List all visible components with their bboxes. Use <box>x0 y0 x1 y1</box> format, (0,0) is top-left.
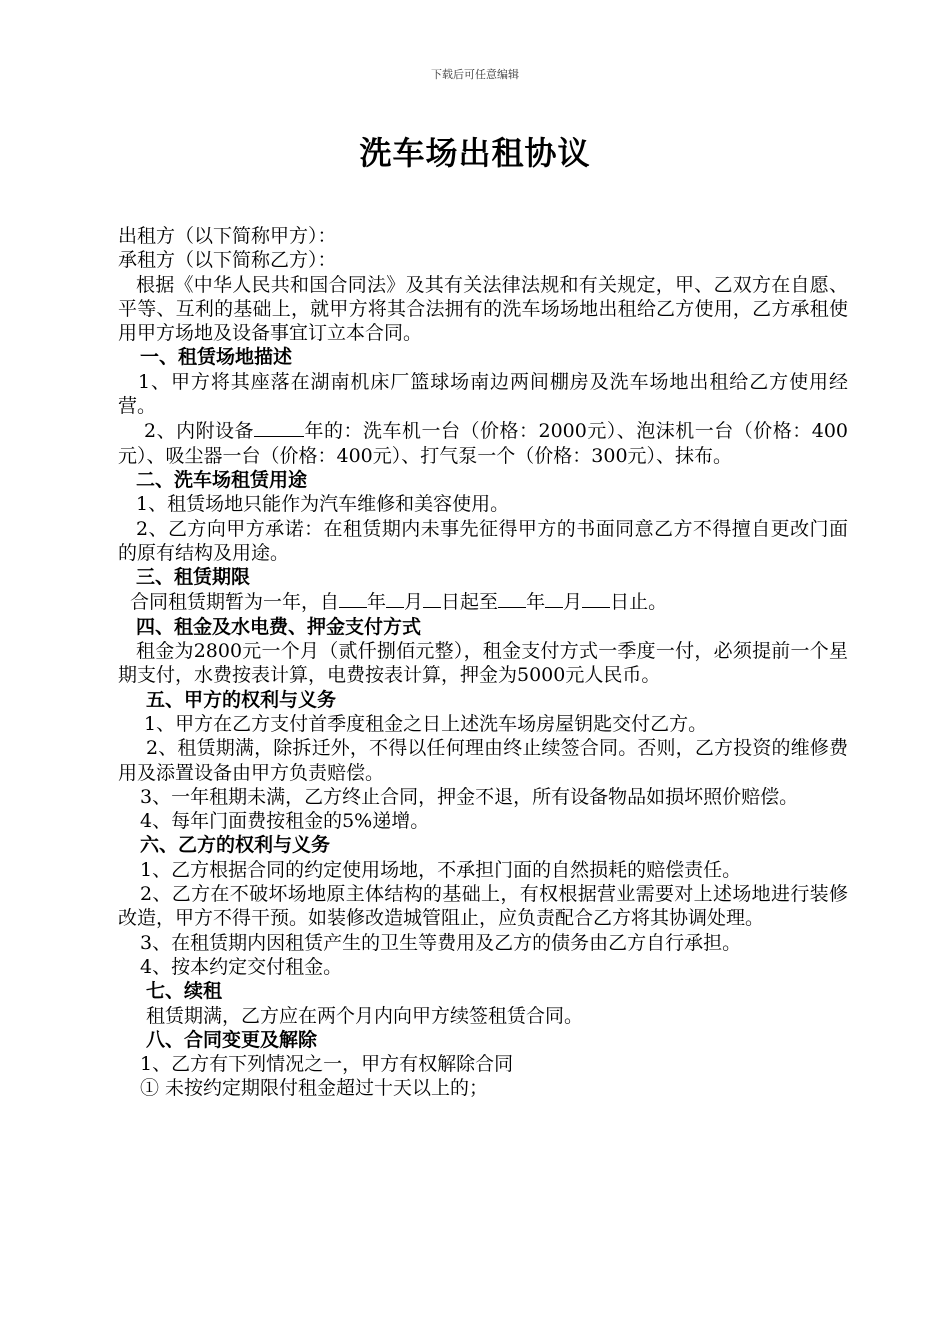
section-5-clause-2: 2、租赁期满，除拆迁外，不得以任何理由终止续签合同。否则，乙方投资的维修费用及添置设备由甲方负责赔偿。 <box>118 737 848 784</box>
blank-field <box>498 589 526 608</box>
section-8-item-1: ① 未按约定期限付租金超过十天以上的； <box>140 1077 489 1100</box>
section-4-heading: 四、租金及水电费、押金支付方式 <box>136 615 422 638</box>
section-5-clause-3: 3、一年租期未满，乙方终止合同，押金不退，所有设备物品如损坏照价赔偿。 <box>140 785 799 808</box>
clause-text: 年 <box>367 591 387 614</box>
section-6-clause-1: 1、乙方根据合同的约定使用场地，不承担门面的自然损耗的赔偿责任。 <box>140 858 742 881</box>
section-6-clause-4: 4、按本约定交付租金。 <box>140 955 343 978</box>
section-5-clause-1: 1、甲方在乙方支付首季度租金之日上述洗车场房屋钥匙交付乙方。 <box>144 712 708 735</box>
clause-text: 年 <box>526 591 546 614</box>
section-1-clause-2 <box>118 418 848 468</box>
blank-field <box>386 589 404 608</box>
section-1-clause-1: 1、甲方将其座落在湖南机床厂篮球场南边两间棚房及洗车场地出租给乙方使用经营。 <box>118 370 848 418</box>
clause-text: 月 <box>563 591 583 614</box>
section-2-clause-1: 1、租赁场地只能作为汽车维修和美容使用。 <box>136 493 510 516</box>
intro-paragraph: 根据《中华人民共和国合同法》及其有关法律法规和有关规定，甲、乙双方在自愿、平等、互利的基础上，就甲方将其合法拥有的洗车场场地出租给乙方使用，乙方承租使用甲方场地及设备事宜订立本合同。 <box>118 273 848 345</box>
clause-text: 年的：洗车机一台（价格：2000元）、泡沫机一台（价格：400元）、吸尘器一台（价格：400元）、打气泵一个（价格：300元）、抹布。 <box>118 420 849 467</box>
clause-text: 日起至 <box>441 591 499 614</box>
section-8-heading: 八、合同变更及解除 <box>146 1028 318 1051</box>
section-8-clause-1: 1、乙方有下列情况之一，甲方有权解除合同 <box>140 1053 514 1076</box>
section-7-clause-1: 租赁期满，乙方应在两个月内向甲方续签租赁合同。 <box>146 1004 584 1027</box>
blank-field <box>582 589 610 608</box>
section-2-heading: 二、洗车场租赁用途 <box>136 468 308 491</box>
clause-text: 2、内附设备 <box>144 420 255 443</box>
section-7-heading: 七、续租 <box>146 980 223 1003</box>
section-1-heading: 一、租赁场地描述 <box>140 346 293 369</box>
clause-text: 合同租赁期暂为一年，自 <box>130 591 340 614</box>
blank-field <box>339 589 367 608</box>
section-2-clause-2: 2、乙方向甲方承诺：在租赁期内未事先征得甲方的书面同意乙方不得擅自更改门面的原有结构及用途。 <box>118 517 848 564</box>
contract-body <box>118 224 848 1101</box>
lessee-line: 承租方（以下简称乙方）： <box>118 249 337 272</box>
clause-text: 月 <box>404 591 424 614</box>
clause-text: 日止。 <box>610 591 668 614</box>
section-6-clause-3: 3、在租赁期内因租赁产生的卫生等费用及乙方的债务由乙方自行承担。 <box>140 931 742 954</box>
section-6-clause-2: 2、乙方在不破坏场地原主体结构的基础上，有权根据营业需要对上述场地进行装修改造，甲方不得干预。如装修改造城管阻止，应负责配合乙方将其协调处理。 <box>118 883 848 930</box>
document-title: 洗车场出租协议 <box>359 134 591 172</box>
blank-field <box>545 589 563 608</box>
section-5-heading: 五、甲方的权利与义务 <box>146 688 337 711</box>
section-6-heading: 六、乙方的权利与义务 <box>140 834 331 857</box>
lessor-line: 出租方（以下简称甲方）： <box>118 225 337 247</box>
section-3-heading: 三、租赁期限 <box>136 566 251 589</box>
page-header-note: 下载后可任意编辑 <box>431 68 519 81</box>
section-3-clause-1 <box>118 589 848 614</box>
blank-field <box>254 418 304 437</box>
blank-field <box>423 589 441 608</box>
section-4-clause-1: 租金为2800元一个月（贰仟捌佰元整），租金支付方式一季度一付，必须提前一个星期支付，水费按表计算，电费按表计算，押金为5000元人民币。 <box>118 640 848 687</box>
section-5-clause-4: 4、每年门面费按租金的5%递增。 <box>140 810 430 833</box>
